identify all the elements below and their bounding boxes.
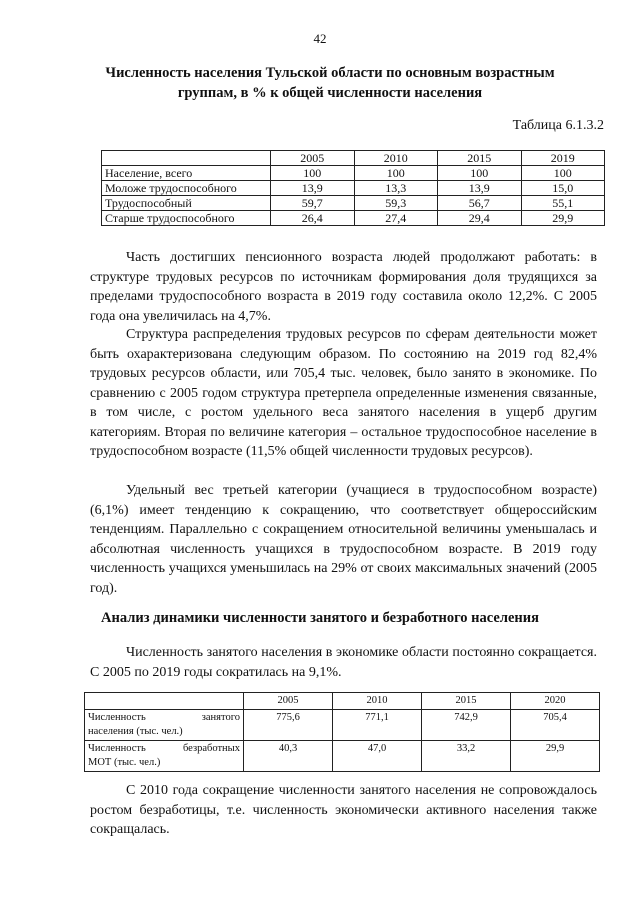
table-cell: 59,7	[271, 196, 355, 211]
row-label-word: занятого	[201, 712, 240, 723]
row-label-line: населения (тыс. чел.)	[88, 726, 183, 737]
paragraph: Часть достигших пенсионного возраста людей продолжают работать: в структуре трудовых ресурсов по источникам формирования доля трудящихся за пределами трудоспособного возраста в 2019 году составила около 12,2%. С 2005 года она увеличилась на 4,7%.	[90, 250, 597, 324]
table-row	[85, 710, 600, 741]
table-cell: 775,6	[244, 710, 333, 741]
employment-table	[84, 692, 600, 772]
table-header-cell: 2015	[422, 693, 511, 710]
table-header-row	[102, 151, 605, 166]
table-cell: 47,0	[333, 741, 422, 772]
row-label-word: Численность	[88, 712, 146, 723]
table-cell: 56,7	[438, 196, 522, 211]
table-row	[102, 196, 605, 211]
page-number: 42	[313, 31, 327, 46]
section-heading: Анализ динамики численности занятого и безработного населения	[101, 610, 539, 626]
table-caption: Таблица 6.1.3.2	[512, 118, 604, 133]
table-cell: 33,2	[422, 741, 511, 772]
table-cell: 100	[521, 166, 605, 181]
table-row	[102, 166, 605, 181]
table-cell: 13,9	[438, 181, 522, 196]
table-row	[102, 181, 605, 196]
table-cell: 13,3	[354, 181, 438, 196]
table-header-cell: 2005	[271, 151, 355, 166]
table-row	[102, 211, 605, 226]
row-label: Старше трудоспособного	[102, 211, 271, 226]
table-header-cell: 2015	[438, 151, 522, 166]
paragraph: Численность занятого населения в экономике области постоянно сокращается. С 2005 по 2019 годы сократилась на 9,1%.	[90, 645, 597, 680]
row-label-word: безработных	[182, 743, 240, 754]
table-cell: 40,3	[244, 741, 333, 772]
table-header-cell	[102, 151, 271, 166]
table-cell: 100	[354, 166, 438, 181]
table-cell: 13,9	[271, 181, 355, 196]
table-header-cell: 2010	[333, 693, 422, 710]
table-cell: 100	[271, 166, 355, 181]
table-cell: 15,0	[521, 181, 605, 196]
paragraph: С 2010 года сокращение численности занятого населения не сопровождалось ростом безработицы, т.е. численность экономически активного населения также сокращалась.	[90, 783, 597, 837]
table-row	[85, 741, 600, 772]
table-cell: 29,4	[438, 211, 522, 226]
age-groups-table	[101, 150, 605, 226]
table-cell: 55,1	[521, 196, 605, 211]
document-title: Численность населения Тульской области по основным возрастным группам, в % к общей численности населения	[105, 65, 555, 101]
table-cell: 100	[438, 166, 522, 181]
table-cell: 59,3	[354, 196, 438, 211]
row-label-word: Численность	[88, 743, 146, 754]
table-header-cell: 2010	[354, 151, 438, 166]
table-header-cell	[85, 693, 244, 710]
paragraph: Удельный вес третьей категории (учащиеся в трудоспособном возрасте) (6,1%) имеет тенденцию к сокращению, что соответствует общероссийским тенденциям. Параллельно с сокращением относительной величины уменьшалась и абсолютная численность учащихся в трудоспособном возрасте. В 2019 году численность учащихся уменьшилась на 29% от своих максимальных значений (2005 год).	[90, 483, 597, 596]
table-header-row	[85, 693, 600, 710]
table-header-cell: 2019	[521, 151, 605, 166]
table-cell: 771,1	[333, 710, 422, 741]
paragraph: Структура распределения трудовых ресурсов по сферам деятельности может быть охарактеризована следующим образом. По состоянию на 2019 год 82,4% трудовых ресурсов области, или 705,4 тыс. человек, было занято в экономике. По сравнению с 2005 годом структура претерпела определенные изменения связанные, в том числе, с ростом удельного веса занятого населения в ущерб другим категориям. Вторая по величине категория – остальное трудоспособное население в трудоспособном возрасте (11,5% общей численности трудовых ресурсов).	[90, 327, 597, 459]
table-cell: 29,9	[511, 741, 600, 772]
row-label	[85, 741, 244, 772]
table-cell: 29,9	[521, 211, 605, 226]
row-label	[85, 710, 244, 741]
table-cell: 27,4	[354, 211, 438, 226]
row-label: Моложе трудоспособного	[102, 181, 271, 196]
table-header-cell: 2020	[511, 693, 600, 710]
table-cell: 705,4	[511, 710, 600, 741]
row-label: Трудоспособный	[102, 196, 271, 211]
row-label: Население, всего	[102, 166, 271, 181]
table-header-cell: 2005	[244, 693, 333, 710]
table-cell: 742,9	[422, 710, 511, 741]
table-cell: 26,4	[271, 211, 355, 226]
row-label-line: МОТ (тыс. чел.)	[88, 757, 161, 768]
